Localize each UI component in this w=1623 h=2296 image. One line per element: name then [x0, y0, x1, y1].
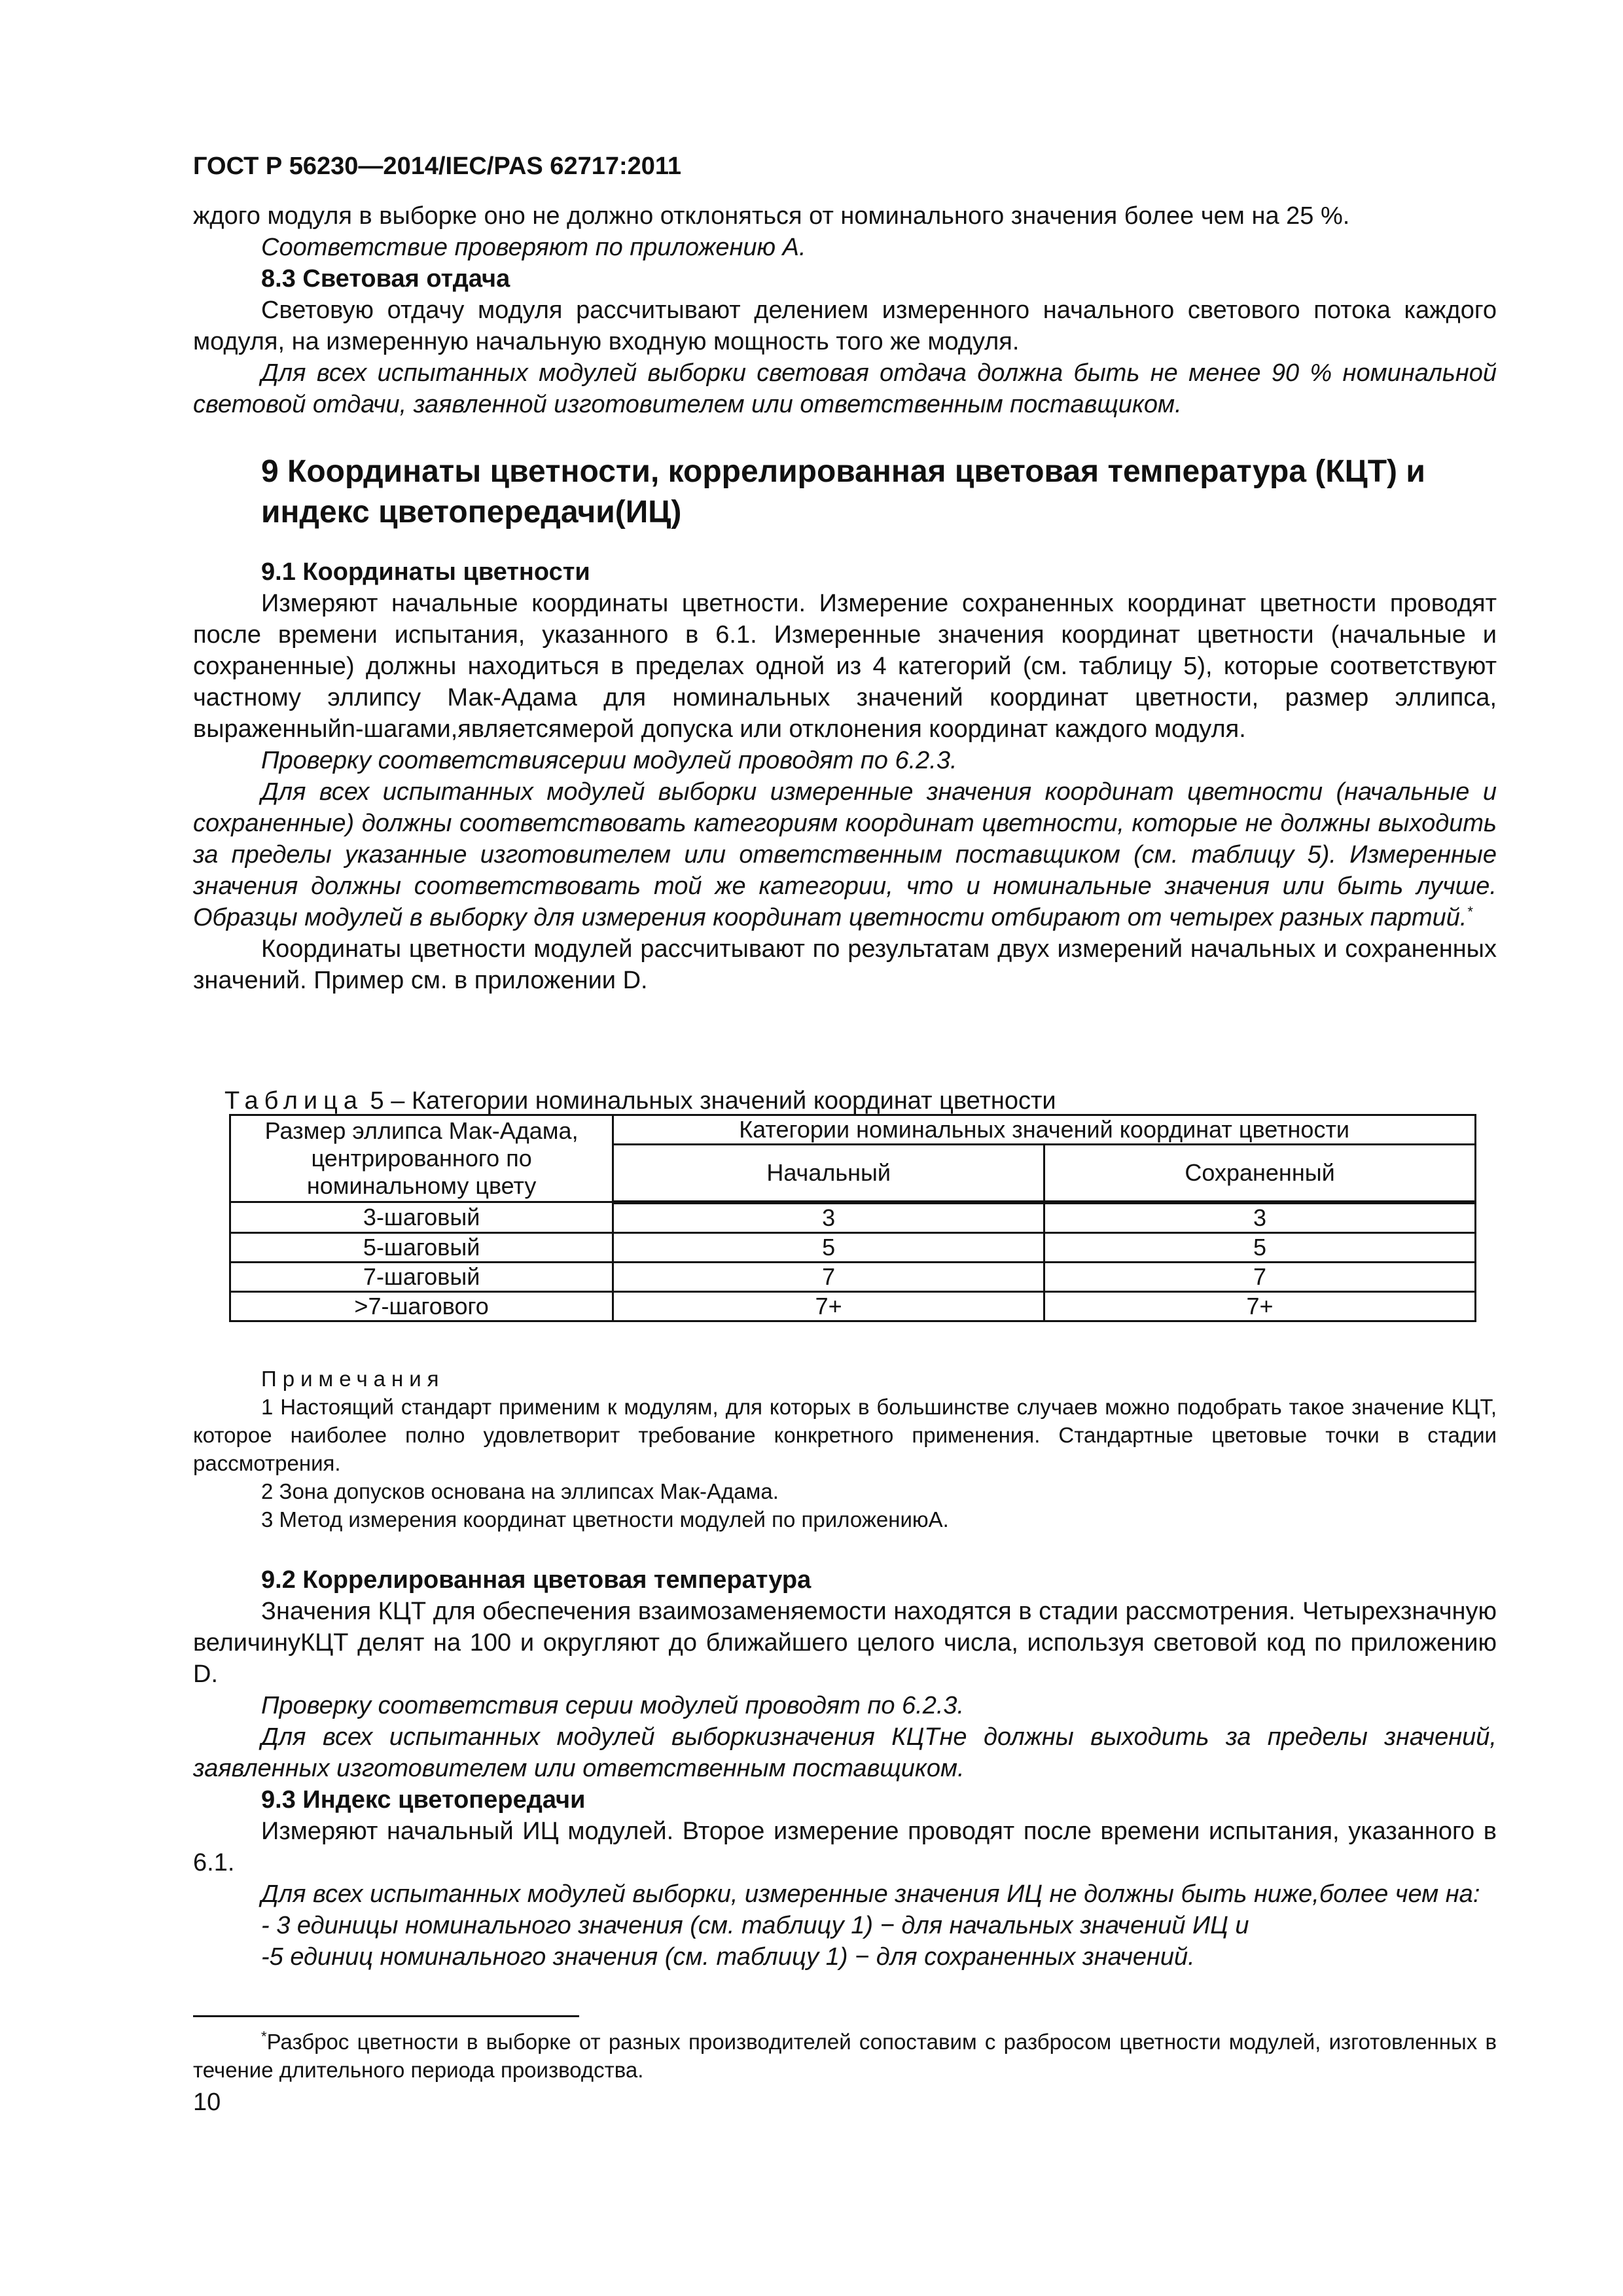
table-row: [230, 1202, 1476, 1233]
table-cell: 5: [613, 1232, 1044, 1262]
section-heading-9: 9 Координаты цветности, коррелированная цветовая температура (КЦТ) и индекс цветопередачи(ИЦ): [261, 454, 1425, 529]
table-cell: 5-шаговый: [230, 1232, 613, 1262]
section-heading-9-3: 9.3 Индекс цветопередачи: [261, 1786, 586, 1814]
table-cell: 7+: [1044, 1291, 1476, 1321]
table-row: [230, 1291, 1476, 1321]
table-caption-word: Таблица: [224, 1087, 363, 1115]
paragraph-light-output-requirement: Для всех испытанных модулей выборки световая отдача должна быть не менее 90 % номинальной световой отдачи, заявленной изготовителем или ответственным поставщиком.: [193, 359, 1497, 418]
table-caption-title: 5 – Категории номинальных значений координат цветности: [363, 1087, 1056, 1115]
section-9-2-block: [193, 1564, 1497, 1973]
list-item-maintained: -5 единиц номинального значения (см. таблицу 1) − для сохраненных значений.: [261, 1943, 1195, 1971]
table-header-ellipse-size: Размер эллипса Мак-Адама, центрированного по номинальному цвету: [230, 1115, 613, 1202]
footnote-mark: *: [261, 2028, 267, 2045]
list-item-initial: - 3 единицы номинального значения (см. таблицу 1) − для начальных значений ИЦ и: [261, 1912, 1249, 1939]
table-cell: 3-шаговый: [230, 1202, 613, 1233]
paragraph-cct-requirement: Для всех испытанных модулей выборкизначения КЦТне должны выходить за пределы значений, заявленных изготовителем или ответственным поставщиком.: [193, 1723, 1497, 1782]
section-heading-9-1: 9.1 Координаты цветности: [261, 558, 590, 586]
chromaticity-requirement-text: Для всех испытанных модулей выборки измеренные значения координат цветности (начальные и сохраненные) должны соответствовать категориям координат цветности, которые не должны выходить за пределы указанные изготовителем или ответственным поставщиком (см. таблицу 5). Измеренные значения должны соответствовать той же категории, что и номинальные значения или быть лучше. Образцы модулей в выборку для измерения координат цветности отбирают от четырех разных партий.: [193, 778, 1497, 931]
paragraph-continuation: ждого модуля в выборке оно не должно отклоняться от номинального значения более чем на 25 %.: [193, 202, 1350, 230]
note-3: 3 Метод измерения координат цветности модулей по приложениюА.: [261, 1507, 949, 1532]
paragraph-light-output: Световую отдачу модуля рассчитывают делением измеренного начального светового потока каждого модуля, на измеренную начальную входную мощность того же модуля.: [193, 296, 1497, 355]
document-header: ГОСТ Р 56230—2014/IEC/PAS 62717:2011: [193, 152, 682, 180]
paragraph-cri-measurement: Измеряют начальный ИЦ модулей. Второе измерение проводят после времени испытания, указанного в 6.1.: [193, 1818, 1497, 1876]
paragraph-cct-values: Значения КЦТ для обеспечения взаимозаменяемости находятся в стадии рассмотрения. Четырехзначную величинуКЦТ делят на 100 и округляют до ближайшего целого числа, используя световой код по приложению D.: [193, 1598, 1497, 1688]
footnote-reference-mark: *: [1467, 903, 1473, 920]
paragraph-cct-check: Проверку соответствия серии модулей проводят по 6.2.3.: [261, 1692, 965, 1719]
paragraph-chromaticity-calculation: Координаты цветности модулей рассчитывают по результатам двух измерений начальных и сохраненных значений. Пример см. в приложении D.: [193, 935, 1497, 994]
note-1: 1 Настоящий стандарт применим к модулям, для которых в большинстве случаев можно подобрать такое значение КЦТ, которое наиболее полно удовлетворит требование конкретного применения. Стандартные цветовые точки в стадии рассмотрения.: [193, 1395, 1497, 1475]
table-row: [230, 1262, 1476, 1291]
section-heading-9-2: 9.2 Коррелированная цветовая температура: [261, 1566, 812, 1594]
footnote: [193, 2028, 1497, 2084]
paragraph-cri-requirement: Для всех испытанных модулей выборки, измеренные значения ИЦ не должны быть ниже,более чем на:: [261, 1880, 1480, 1908]
table-subheader-initial: Начальный: [613, 1145, 1044, 1202]
page-number: 10: [193, 2089, 221, 2116]
footnote-text: Разброс цветности в выборке от разных производителей сопоставим с разбросом цветности модулей, изготовленных в течение длительного периода производства.: [193, 2030, 1497, 2082]
paragraph-compliance-note: Соответствие проверяют по приложению А.: [261, 234, 806, 261]
table-cell: >7-шагового: [230, 1291, 613, 1321]
table-cell: 3: [1044, 1202, 1476, 1233]
notes-block: [193, 1365, 1497, 1534]
table-5-caption: [224, 1086, 1056, 1115]
table-cell: 7: [613, 1262, 1044, 1291]
paragraph-chromaticity-measurement: Измеряют начальные координаты цветности. Измерение сохраненных координат цветности проводят после времени испытания, указанного в 6.1. Измеренные значения координат цветности (начальные и сохраненные) должны находиться в пределах одной из 4 категорий (см. таблицу 5), которые соответствуют частному эллипсу Мак-Адама для номинальных значений координат цветности, размер эллипса, выраженныйn-шагами,являетсямерой допуска или отклонения координат каждого модуля.: [193, 590, 1497, 743]
footnote-divider: [193, 2015, 579, 2017]
table-cell: 5: [1044, 1232, 1476, 1262]
section-heading-8-3: 8.3 Световая отдача: [261, 265, 510, 293]
table-subheader-maintained: Сохраненный: [1044, 1145, 1476, 1202]
section-8-3-block: [193, 200, 1497, 420]
notes-title: Примечания: [261, 1367, 445, 1391]
paragraph-chromaticity-requirement: [193, 776, 1497, 933]
table-row: [230, 1232, 1476, 1262]
table-cell: 3: [613, 1202, 1044, 1233]
section-9-1-block: [193, 556, 1497, 996]
table-5: [229, 1114, 1476, 1322]
table-cell: 7-шаговый: [230, 1262, 613, 1291]
paragraph-chromaticity-check: Проверку соответствиясерии модулей проводят по 6.2.3.: [261, 747, 957, 774]
note-2: 2 Зона допусков основана на эллипсах Мак-Адама.: [261, 1479, 779, 1503]
table-header-categories: Категории номинальных значений координат цветности: [613, 1115, 1476, 1145]
table-cell: 7: [1044, 1262, 1476, 1291]
table-header-row: [230, 1115, 1476, 1145]
table-cell: 7+: [613, 1291, 1044, 1321]
